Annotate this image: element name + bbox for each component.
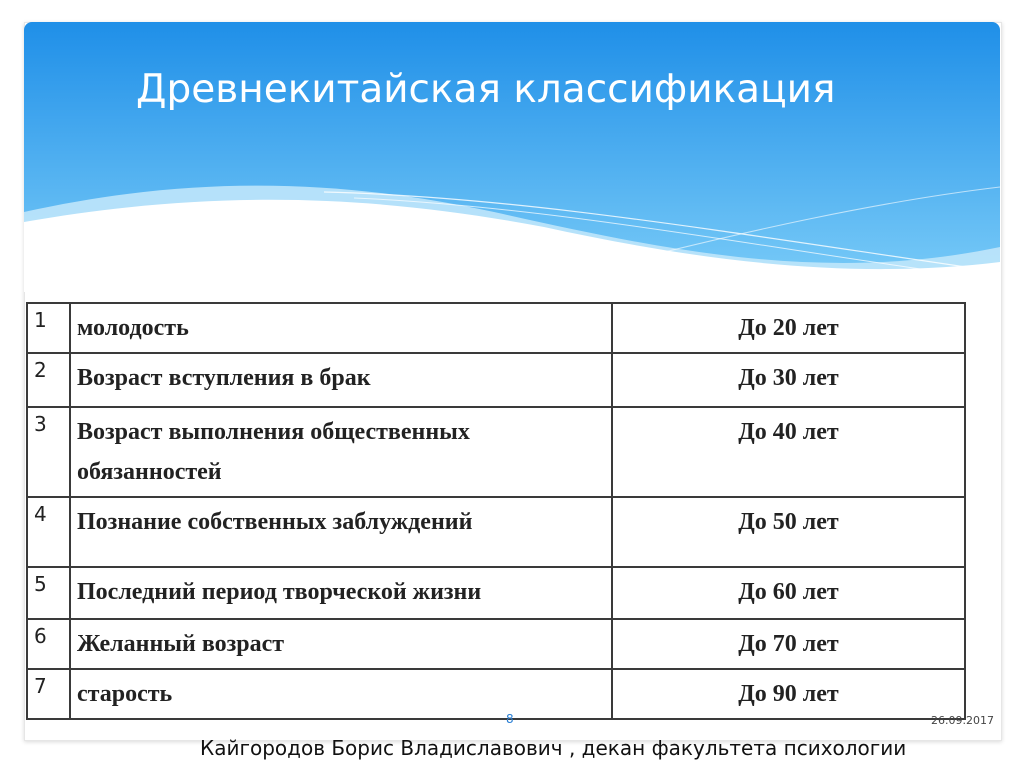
table-row [27, 303, 965, 353]
row-number: 2 [27, 353, 70, 407]
row-number: 7 [27, 669, 70, 719]
row-number: 4 [27, 497, 70, 567]
row-label: Последний период творческой жизни [70, 567, 612, 619]
row-period: До 50 лет [612, 497, 965, 567]
table-row [27, 353, 965, 407]
table-row [27, 619, 965, 669]
row-label: молодость [70, 303, 612, 353]
row-period: До 70 лет [612, 619, 965, 669]
slide-title: Древнекитайская классификация [136, 67, 836, 112]
row-label: Возраст вступления в брак [70, 353, 612, 407]
row-period: До 60 лет [612, 567, 965, 619]
row-number: 6 [27, 619, 70, 669]
row-label: Познание собственных заблуждений [70, 497, 612, 567]
row-period: До 20 лет [612, 303, 965, 353]
row-period: До 90 лет [612, 669, 965, 719]
row-number: 3 [27, 407, 70, 497]
row-number: 1 [27, 303, 70, 353]
table-row [27, 497, 965, 567]
row-number: 5 [27, 567, 70, 619]
table-row [27, 407, 965, 497]
row-label: Возраст выполнения общественных обязанностей [70, 407, 612, 497]
row-period: До 30 лет [612, 353, 965, 407]
slide-date: 26.09.2017 [931, 714, 994, 727]
row-label: старость [70, 669, 612, 719]
author-footer: Кайгородов Борис Владиславович , декан факультета психологии [200, 736, 907, 760]
page-number: 8 [506, 712, 514, 726]
row-period: До 40 лет [612, 407, 965, 497]
table-row [27, 567, 965, 619]
age-classification-table [26, 302, 966, 720]
row-label: Желанный возраст [70, 619, 612, 669]
table-row [27, 669, 965, 719]
